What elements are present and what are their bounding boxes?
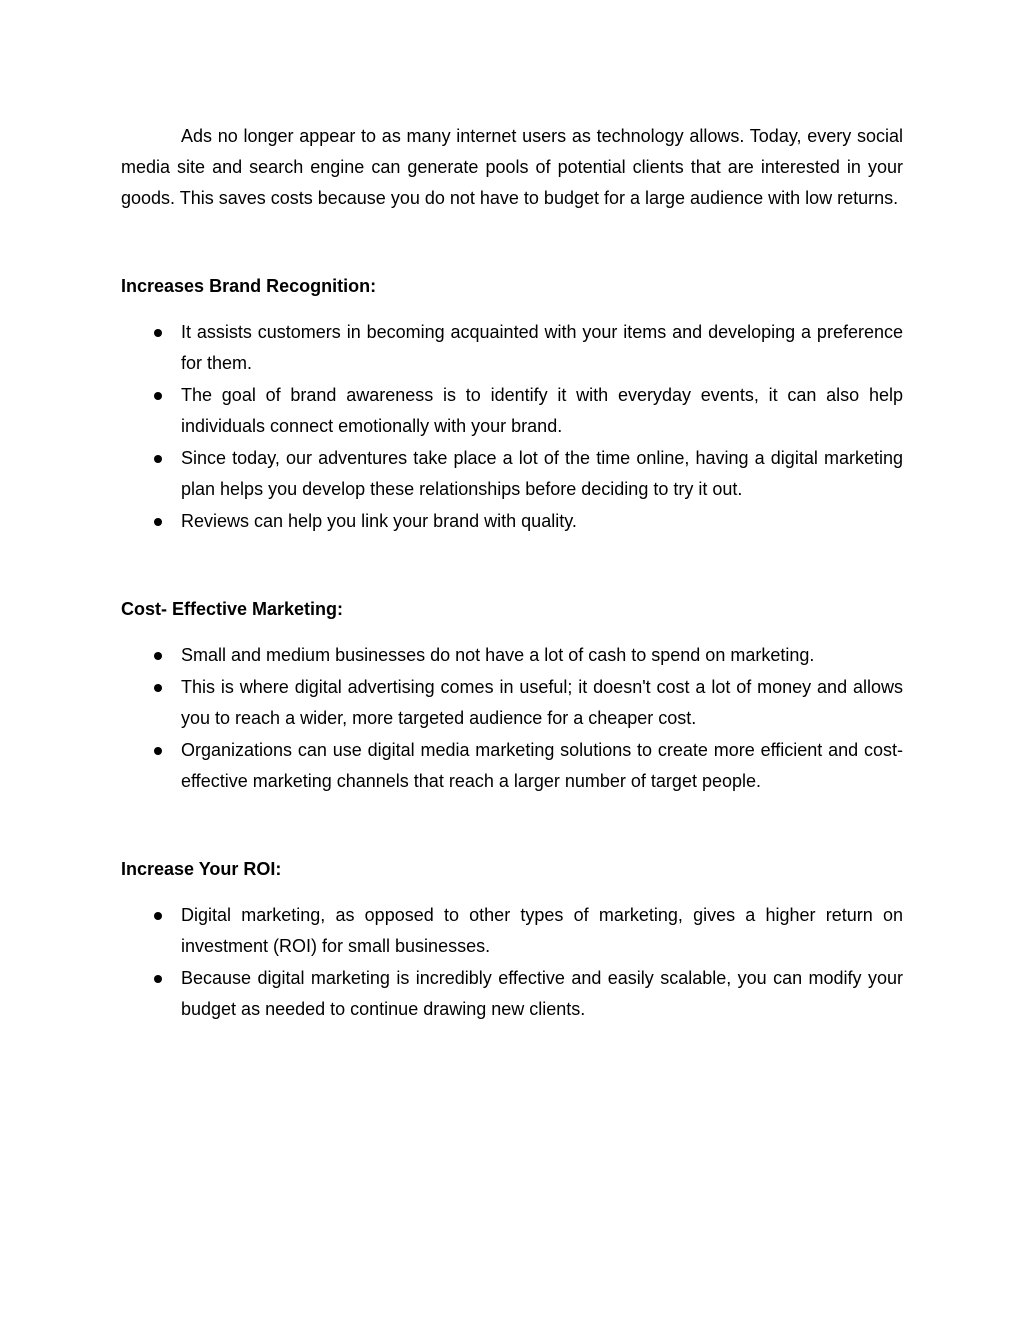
list-item [121,640,903,671]
bullet-icon [154,747,162,755]
list-item-text: This is where digital advertising comes in useful; it doesn't cost a lot of money and allows you to reach a wider, more targeted audience for a cheaper cost. [181,677,903,728]
list-item-text: The goal of brand awareness is to identify it with everyday events, it can also help individuals connect emotionally with your brand. [181,385,903,436]
bullet-list [121,900,903,1025]
list-item [121,963,903,1025]
bullet-icon [154,912,162,920]
list-item-text: It assists customers in becoming acquainted with your items and developing a preference for them. [181,322,903,373]
list-item [121,443,903,505]
bullet-icon [154,518,162,526]
section-heading: Increase Your ROI: [121,859,282,879]
list-item-text: Since today, our adventures take place a lot of the time online, having a digital marketing plan helps you develop these relationships before deciding to try it out. [181,448,903,499]
section-cost-effective [121,594,903,797]
list-item [121,672,903,734]
section-increase-roi [121,854,903,1025]
list-item-text: Digital marketing, as opposed to other types of marketing, gives a higher return on investment (ROI) for small businesses. [181,905,903,956]
bullet-icon [154,652,162,660]
bullet-list [121,317,903,537]
list-item-text: Organizations can use digital media marketing solutions to create more efficient and cost-effective marketing channels that reach a larger number of target people. [181,740,903,791]
bullet-icon [154,455,162,463]
list-item-text: Because digital marketing is incredibly effective and easily scalable, you can modify your budget as needed to continue drawing new clients. [181,968,903,1019]
section-brand-recognition [121,271,903,537]
bullet-icon [154,329,162,337]
list-item [121,900,903,962]
document-page [121,121,903,1025]
intro-paragraph: Ads no longer appear to as many internet users as technology allows. Today, every social media site and search engine can generate pools of potential clients that are interested in your goods. This saves costs because you do not have to budget for a large audience with low returns. [121,126,903,208]
list-item [121,317,903,379]
list-item [121,380,903,442]
bullet-icon [154,392,162,400]
list-item-text: Small and medium businesses do not have a lot of cash to spend on marketing. [181,645,815,665]
bullet-icon [154,975,162,983]
bullet-icon [154,684,162,692]
list-item [121,735,903,797]
section-heading: Increases Brand Recognition: [121,276,377,296]
bullet-list [121,640,903,797]
list-item-text: Reviews can help you link your brand with quality. [181,511,577,531]
section-heading: Cost- Effective Marketing: [121,599,344,619]
list-item [121,506,903,537]
